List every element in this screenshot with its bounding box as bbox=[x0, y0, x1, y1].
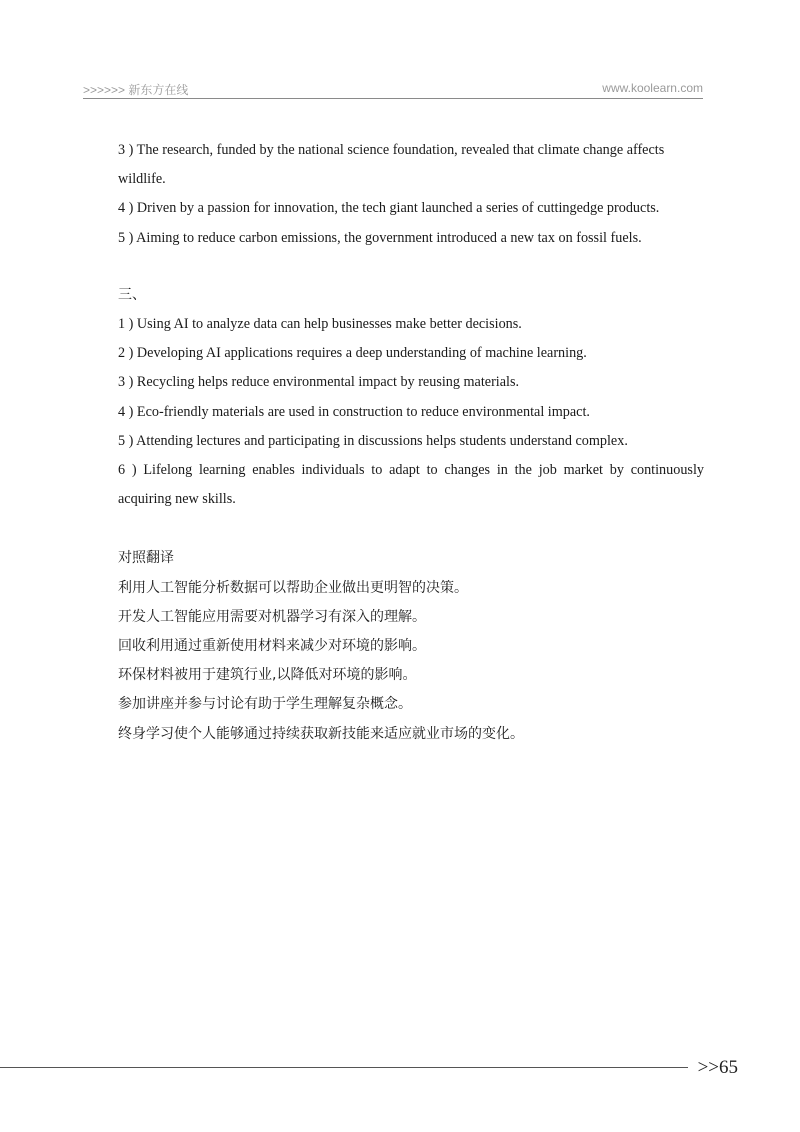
list-item: 3 ) Recycling helps reduce environmental impact by reusing materials. bbox=[118, 374, 520, 391]
translation-heading: 对照翻译 bbox=[118, 550, 174, 567]
page-number: >>65 bbox=[697, 1057, 738, 1078]
translation-item: 环保材料被用于建筑行业,以降低对环境的影响。 bbox=[118, 667, 417, 684]
translation-item: 参加讲座并参与讨论有助于学生理解复杂概念。 bbox=[118, 696, 412, 713]
list-item: 6 ) Lifelong learning enables individuals to adapt to changes in the job market by continuously acquiring new skills. bbox=[118, 462, 704, 508]
page-content bbox=[118, 136, 704, 749]
translation-item: 开发人工智能应用需要对机器学习有深入的理解。 bbox=[118, 608, 426, 625]
header-url: www.koolearn.com bbox=[602, 81, 703, 95]
translation-item: 终身学习使个人能够通过持续获取新技能来适应就业市场的变化。 bbox=[118, 725, 524, 742]
header-brand: >>>>>> 新东方在线 bbox=[83, 83, 189, 97]
list-item: 1 ) Using AI to analyze data can help businesses make better decisions. bbox=[118, 316, 522, 333]
list-item: 5 ) Attending lectures and participating in discussions helps students understand complex. bbox=[118, 432, 628, 449]
translation-item: 利用人工智能分析数据可以帮助企业做出更明智的决策。 bbox=[118, 579, 468, 596]
footer-divider bbox=[0, 1067, 688, 1068]
section-heading: 三、 bbox=[118, 286, 146, 303]
page-header bbox=[83, 80, 703, 99]
list-item: 2 ) Developing AI applications requires a deep understanding of machine learning. bbox=[118, 345, 587, 362]
translation-item: 回收利用通过重新使用材料来减少对环境的影响。 bbox=[118, 638, 426, 655]
list-item: 5 ) Aiming to reduce carbon emissions, the government introduced a new tax on fossil fuels. bbox=[118, 229, 642, 246]
list-item: 4 ) Driven by a passion for innovation, the tech giant launched a series of cuttingedge products. bbox=[118, 200, 660, 217]
list-item: 4 ) Eco-friendly materials are used in construction to reduce environmental impact. bbox=[118, 403, 590, 420]
list-item: 3 ) The research, funded by the national science foundation, revealed that climate change affects wildlife. bbox=[118, 142, 665, 188]
